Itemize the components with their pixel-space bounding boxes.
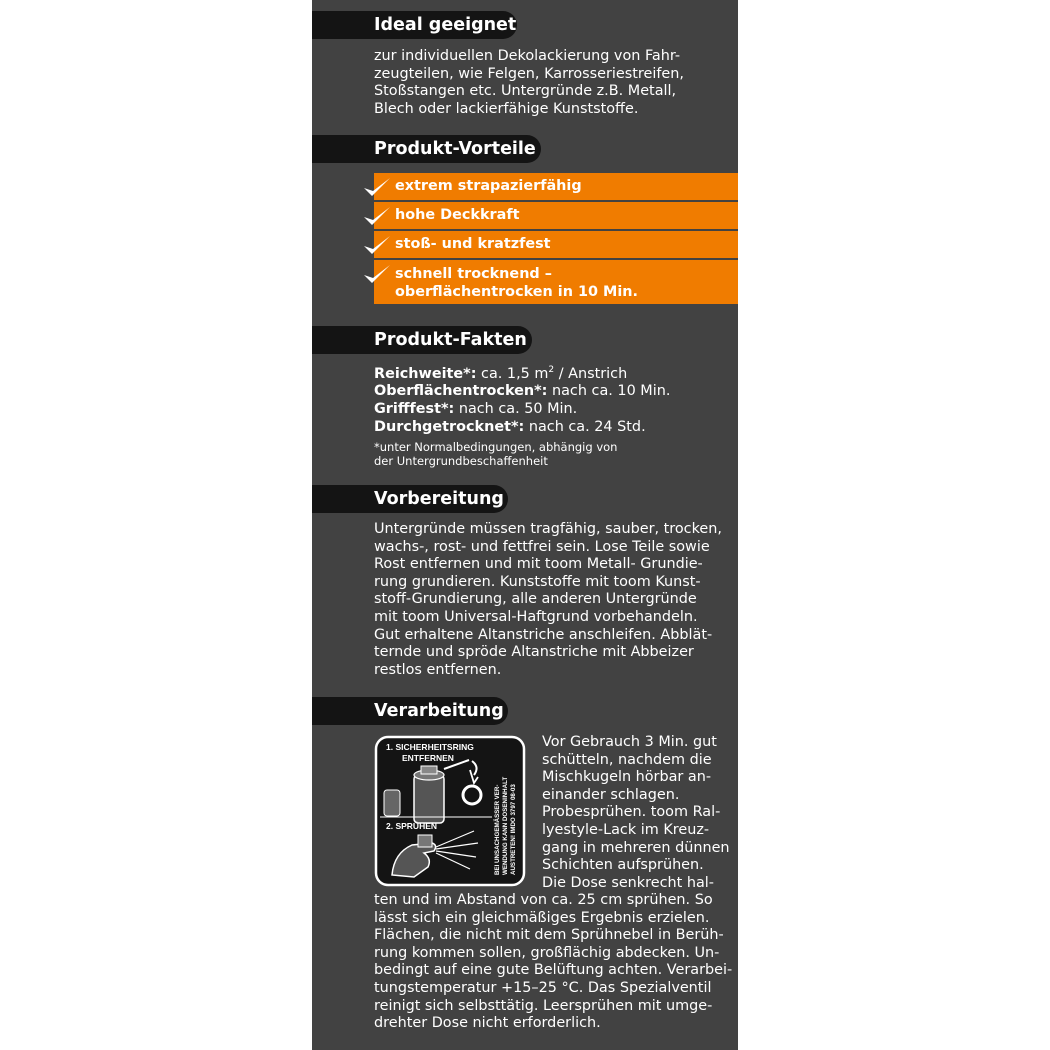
text-line: reinigt sich selbsttätig. Leersprühen mit umge- <box>374 997 713 1014</box>
text-line: Vor Gebrauch 3 Min. gut <box>542 734 717 750</box>
benefit-item <box>374 231 738 258</box>
checkmark-icon <box>362 263 392 287</box>
text-line: restlos entfernen. <box>374 661 502 678</box>
text-line: Probesprühen. toom Ral- <box>542 804 721 821</box>
text-line: stoff-Grundierung, alle anderen Untergründe <box>374 591 697 608</box>
text-line: Schichten aufsprühen. <box>542 857 704 874</box>
benefit-label: stoß- und kratzfest <box>395 236 551 252</box>
benefit-label: extrem strapazierfähig <box>395 178 582 194</box>
step1-label: ENTFERNEN <box>402 753 454 763</box>
benefit-item <box>374 202 738 229</box>
text-line: lyestyle-Lack im Kreuz- <box>542 821 710 838</box>
text-line: gang in mehreren dünnen <box>542 839 730 856</box>
heading-fakten: Produkt-Fakten <box>312 326 532 354</box>
text-line: rung grundieren. Kunststoffe mit toom Kunst- <box>374 573 701 590</box>
svg-text:WENDUNG KANN DOSENINHALT: WENDUNG KANN DOSENINHALT <box>502 776 509 875</box>
text-line: Mischkugeln hörbar an- <box>542 769 712 786</box>
text-line: bedingt auf eine gute Belüftung achten. Verarbei- <box>374 962 733 979</box>
fact-label: Grifffest*: <box>374 400 455 417</box>
text-line: Untergründe müssen tragfähig, sauber, trocken, <box>374 521 722 537</box>
text-line: ten und im Abstand von ca. 25 cm sprühen. So <box>374 892 713 908</box>
text-line: einander schlagen. <box>542 786 680 803</box>
benefit-label: schnell trocknend – <box>395 266 552 282</box>
fact-suffix: / Anstrich <box>554 365 628 382</box>
text-line: Rost entfernen und mit toom Metall- Grundie- <box>374 556 703 573</box>
text-line: rung kommen sollen, großflächig abdecken. Un- <box>374 944 720 961</box>
text-line: Stoßstangen etc. Untergründe z.B. Metall, <box>374 83 677 100</box>
text-line: Die Dose senkrecht hal- <box>542 874 714 891</box>
usage-instructions-diagram <box>374 735 526 887</box>
text-line: tungstemperatur +15–25 °C. Das Spezialventil <box>374 979 712 996</box>
heading-vorteile: Produkt-Vorteile <box>312 135 541 163</box>
heading-ideal: Ideal geeignet <box>312 11 517 39</box>
facts-list <box>374 362 670 436</box>
checkmark-icon <box>362 205 392 229</box>
heading-vorbereitung: Vorbereitung <box>312 485 508 513</box>
fact-label: Durchgetrocknet*: <box>374 418 525 435</box>
verarbeitung-side-text <box>542 734 730 892</box>
text-line: zur individuellen Dekolackierung von Fahr- <box>374 48 681 64</box>
text-line: mit toom Universal-Haftgrund vorbehandeln. <box>374 608 698 625</box>
benefit-label: oberflächentrocken in 10 Min. <box>395 284 638 300</box>
fact-value: nach ca. 24 Std. <box>524 418 646 435</box>
fact-label: Reichweite*: <box>374 365 477 382</box>
ideal-text <box>374 48 684 118</box>
fact-unit-sup: 2 <box>548 365 555 375</box>
checkmark-icon <box>362 176 392 200</box>
text-line: zeugteilen, wie Felgen, Karrosseriestreifen, <box>374 65 684 82</box>
svg-text:BEI UNSACHGEMÄSSER VER-: BEI UNSACHGEMÄSSER VER- <box>494 784 501 875</box>
text-line: Blech oder lackierfähige Kunststoffe. <box>374 100 639 117</box>
fact-label: Oberflächentrocken*: <box>374 383 548 400</box>
svg-text:AUSTRETEN! IMDO 3797 08-03: AUSTRETEN! IMDO 3797 08-03 <box>510 784 517 875</box>
text-line: schütteln, nachdem die <box>542 751 712 768</box>
fact-value: nach ca. 50 Min. <box>454 400 578 417</box>
verarbeitung-text <box>374 892 732 1033</box>
fact-row <box>374 419 670 437</box>
fact-row <box>374 383 670 401</box>
product-info-panel <box>312 0 738 1050</box>
facts-footnote <box>374 440 617 468</box>
benefit-item <box>374 260 738 304</box>
footnote-line: *unter Normalbedingungen, abhängig von <box>374 440 618 454</box>
fact-row <box>374 362 670 383</box>
text-line: wachs-, rost- und fettfrei sein. Lose Teile sowie <box>374 538 710 555</box>
benefit-item <box>374 173 738 200</box>
footnote-line: der Untergrundbeschaffenheit <box>374 454 548 468</box>
fact-row <box>374 401 670 419</box>
text-line: ternde und spröde Altanstriche mit Abbeizer <box>374 644 694 661</box>
step2-label: 2. SPRÜHEN <box>386 821 438 831</box>
text-line: Gut erhaltene Altanstriche anschleifen. Abblät- <box>374 626 713 643</box>
text-line: lässt sich ein gleichmäßiges Ergebnis erzielen. <box>374 909 710 926</box>
fact-value: nach ca. 10 Min. <box>547 383 671 400</box>
heading-verarbeitung: Verarbeitung <box>312 697 508 725</box>
vorbereitung-text <box>374 521 722 679</box>
text-line: drehter Dose nicht erforderlich. <box>374 1015 601 1032</box>
step1-label: 1. SICHERHEITSRING <box>386 742 474 752</box>
checkmark-icon <box>362 234 392 258</box>
benefit-label: hohe Deckkraft <box>395 207 520 223</box>
warning-text <box>494 777 517 875</box>
text-line: Flächen, die nicht mit dem Sprühnebel in Berüh- <box>374 927 724 944</box>
fact-value: ca. 1,5 m <box>476 365 549 382</box>
